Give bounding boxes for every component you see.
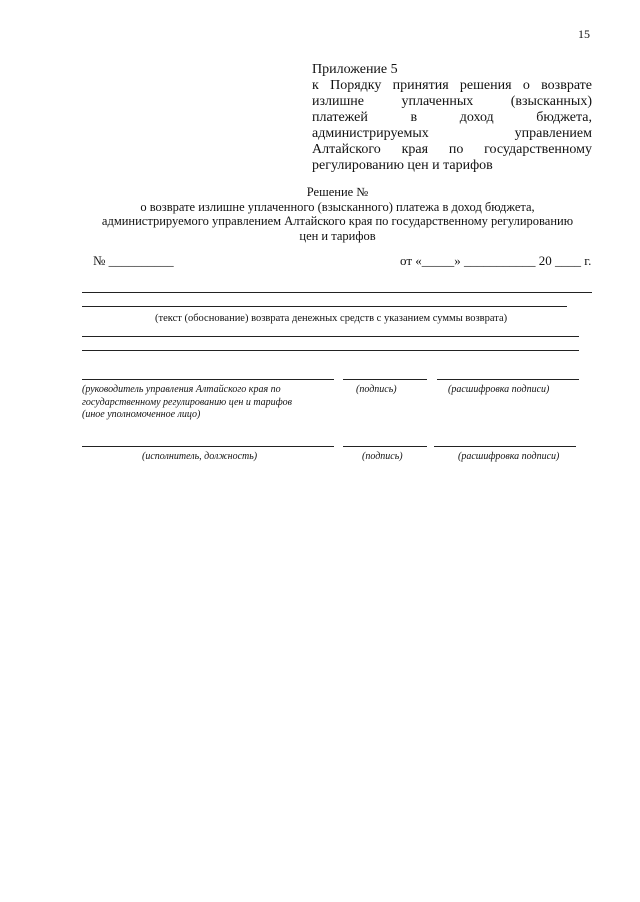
page-number: 15	[578, 27, 590, 41]
decoding-caption: (расшифровка подписи)	[448, 384, 550, 395]
decision-line: администрируемого управлением Алтайского края по государственному регулированию	[101, 214, 574, 228]
appendix-line: излишне уплаченных (взысканных)	[312, 94, 592, 109]
appendix-line: администрируемых управлением	[312, 126, 592, 141]
appendix-line: Алтайского края по государственному	[312, 142, 592, 157]
signature-caption: (подпись)	[362, 451, 403, 462]
signature-line	[343, 446, 427, 447]
head-caption: (руководитель управления Алтайского края по государственному регулированию цен и тарифов (иное уполномоченное лицо)	[82, 384, 292, 420]
blank-line	[82, 350, 579, 351]
decision-number-field: № __________	[93, 253, 174, 268]
appendix-block	[312, 62, 592, 174]
appendix-line: платежей в доход бюджета,	[312, 110, 592, 125]
blank-line	[82, 336, 579, 337]
signature-line	[82, 379, 334, 380]
signature-line	[343, 379, 427, 380]
text-caption: (текст (обоснование) возврата денежных средств с указанием суммы возврата)	[155, 313, 508, 324]
blank-line	[82, 292, 592, 293]
signature-line	[437, 379, 579, 380]
appendix-title: Приложение 5	[312, 62, 398, 77]
decision-line: цен и тарифов	[299, 228, 376, 243]
signature-line	[434, 446, 576, 447]
appendix-line: регулированию цен и тарифов	[312, 158, 493, 173]
decision-date-field: от «_____» ___________ 20 ____ г.	[400, 253, 592, 268]
signature-line	[82, 446, 334, 447]
appendix-line: к Порядку принятия решения о возврате	[312, 78, 592, 93]
signature-caption: (подпись)	[356, 384, 397, 395]
decision-title: Решение №	[306, 185, 369, 199]
executor-caption: (исполнитель, должность)	[142, 451, 258, 462]
decoding-caption: (расшифровка подписи)	[458, 451, 560, 462]
decision-line: о возврате излишне уплаченного (взысканного) платежа в доход бюджета,	[140, 199, 535, 214]
blank-line	[82, 306, 567, 307]
decision-heading	[60, 185, 615, 243]
